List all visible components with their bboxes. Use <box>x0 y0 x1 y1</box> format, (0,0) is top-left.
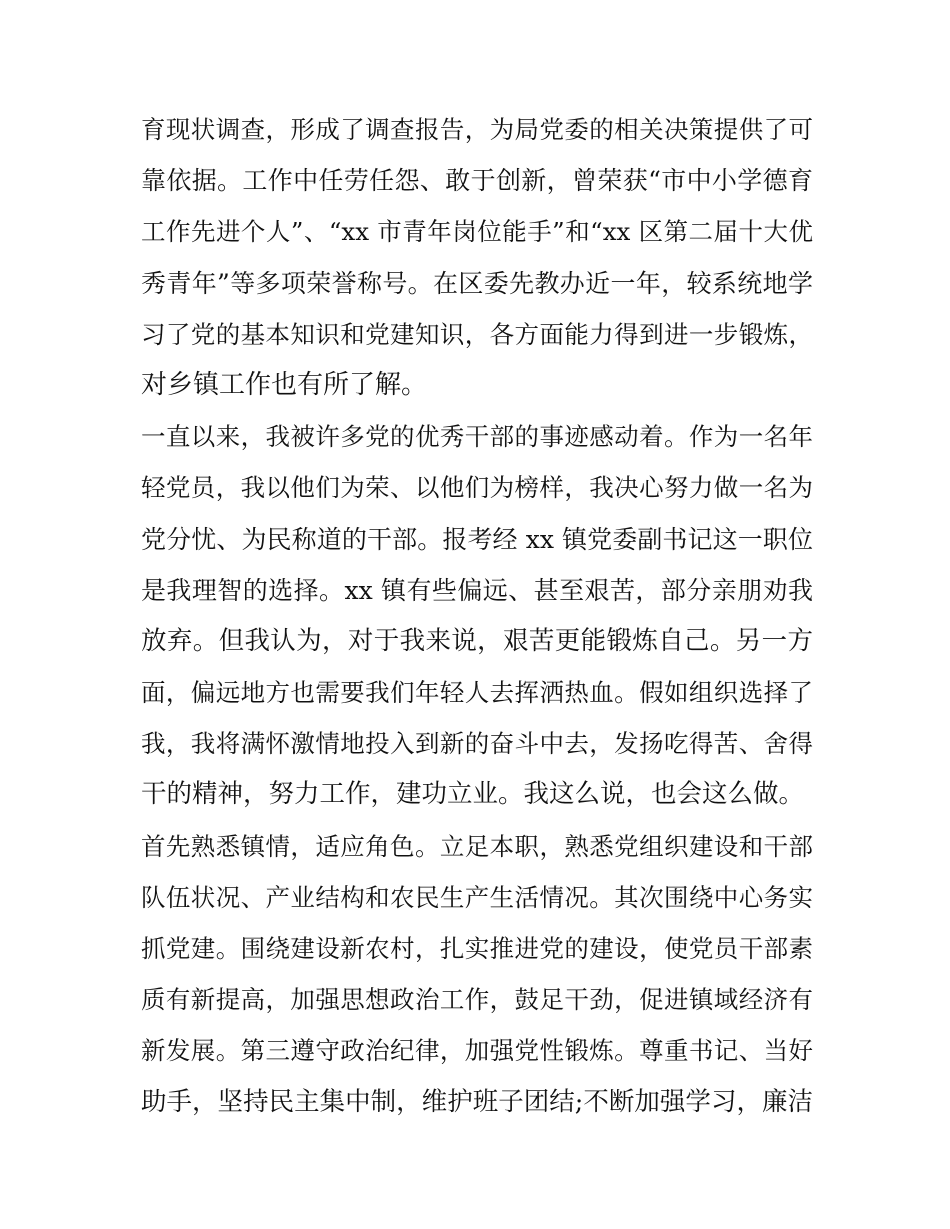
text-line: 轻党员，我以他们为荣、以他们为榜样，我决心努力做一名为 <box>141 473 813 503</box>
text-line: 抓党建。围绕建设新农村，扎实推进党的建设，使党员干部素 <box>141 934 813 963</box>
text-line: 质有新提高，加强思想政治工作，鼓足干劲，促进镇域经济有 <box>141 985 813 1015</box>
text-line: 队伍状况、产业结构和农民生产生活情况。其次围绕中心务实 <box>141 882 813 912</box>
text-line: 一直以来，我被许多党的优秀干部的事迹感动着。作为一名年 <box>141 422 813 452</box>
text-line: 面，偏远地方也需要我们年轻人去挥洒热血。假如组织选择了 <box>141 678 813 708</box>
text-line: 干的精神，努力工作，建功立业。我这么说，也会这么做。 <box>141 779 805 810</box>
text-line: 首先熟悉镇情，适应角色。立足本职，熟悉党组织建设和干部 <box>141 831 813 861</box>
text-line: 工作先进个人”、“xx 市青年岗位能手”和“xx 区第二届十大优 <box>141 217 813 247</box>
text-line: 放弃。但我认为，对于我来说，艰苦更能锻炼自己。另一方 <box>141 625 813 656</box>
text-line: 秀青年”等多项荣誉称号。在区委先教办近一年，较系统地学 <box>141 268 813 298</box>
text-line: 新发展。第三遵守政治纪律，加强党性锻炼。尊重书记、当好 <box>141 1036 813 1066</box>
text-line: 是我理智的选择。xx 镇有些偏远、甚至艰苦，部分亲朋劝我 <box>141 575 813 605</box>
text-line: 我，我将满怀激情地投入到新的奋斗中去，发扬吃得苦、舍得 <box>141 729 813 759</box>
text-line: 助手，坚持民主集中制，维护班子团结;不断加强学习，廉洁 <box>141 1086 813 1117</box>
body-text <box>141 104 813 1128</box>
text-line: 习了党的基本知识和党建知识，各方面能力得到进一步锻炼， <box>141 319 813 349</box>
text-line: 对乡镇工作也有所了解。 <box>141 369 428 400</box>
text-line: 育现状调查，形成了调查报告，为局党委的相关决策提供了可 <box>141 115 813 144</box>
text-line: 靠依据。工作中任劳任怨、敢于创新，曾荣获“市中小学德育 <box>141 166 813 196</box>
text-line: 党分忧、为民称道的干部。报考经 xx 镇党委副书记这一职位 <box>141 524 813 554</box>
